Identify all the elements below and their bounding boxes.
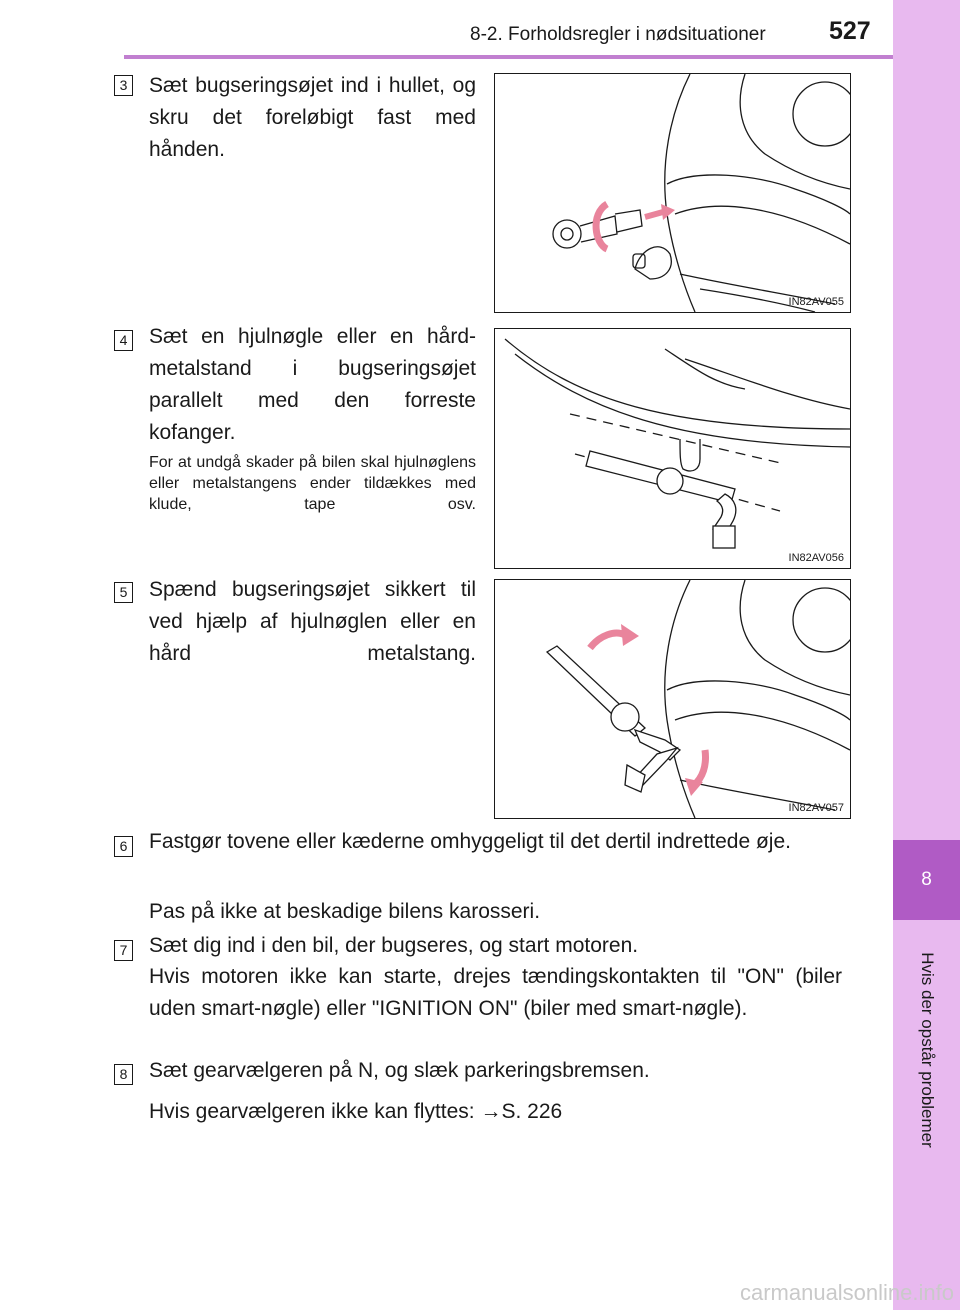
step-3-text: Sæt bugseringsøjet ind i hullet, og skru det foreløbigt fast med hånden.: [149, 74, 476, 161]
step-8-text: Sæt gearvælgeren på N, og slæk parkeringsbremsen.: [149, 1059, 650, 1082]
wrench-in-tow-eye-illustration: [495, 329, 850, 568]
step-4-text: Sæt en hjulnøgle eller en hård-metalstand i bugseringsøjet parallelt med den forreste kofanger.: [149, 325, 476, 444]
figure-step-4: [494, 328, 851, 569]
step-7-extra: Hvis motoren ikke kan starte, drejes tændingskontakten til "ON" (biler uden smart-nøgle) eller "IGNITION ON" (biler med smart-nøgle).: [149, 965, 842, 1020]
chapter-label: [893, 930, 960, 1170]
step-4-marker: 4: [114, 330, 133, 351]
step-6-text: Fastgør tovene eller kæderne omhyggeligt til det dertil indrettede øje.: [149, 830, 791, 853]
header-rule: [124, 55, 894, 59]
step-4-note: For at undgå skader på bilen skal hjulnøglens eller metalstangens ender tildækkes med klude, tape osv.: [149, 454, 476, 513]
step-6-marker: 6: [114, 836, 133, 857]
chapter-tab: [893, 840, 960, 920]
step-5-text: Spænd bugseringsøjet sikkert til ved hjælp af hjulnøglen eller en hård metalstang.: [149, 578, 476, 665]
figure-step-3: [494, 73, 851, 313]
section-title: 8-2. Forholdsregler i nødsituationer: [470, 24, 766, 45]
figure-code: IN82AV057: [788, 802, 844, 814]
figure-step-5: [494, 579, 851, 819]
watermark: carmanualsonline.info: [739, 1280, 954, 1305]
page-number: 527: [829, 17, 871, 45]
step-8-extra: Hvis gearvælgeren ikke kan flyttes: →S. 226: [149, 1100, 563, 1123]
tighten-tow-eye-illustration: [495, 580, 850, 818]
figure-code: IN82AV056: [788, 552, 844, 564]
step-6-extra: Pas på ikke at beskadige bilens karosseri.: [149, 900, 541, 923]
step-3-marker: 3: [114, 75, 133, 96]
step-5-marker: 5: [114, 582, 133, 603]
step-7-marker: 7: [114, 940, 133, 961]
chapter-title: Hvis der opstår problemer: [917, 952, 937, 1148]
step-8-marker: 8: [114, 1064, 133, 1085]
figure-code: IN82AV055: [788, 296, 844, 308]
chapter-number: 8: [921, 869, 932, 890]
tow-eye-insert-illustration: [495, 74, 850, 312]
step-7-text: Sæt dig ind i den bil, der bugseres, og start motoren.: [149, 934, 639, 957]
